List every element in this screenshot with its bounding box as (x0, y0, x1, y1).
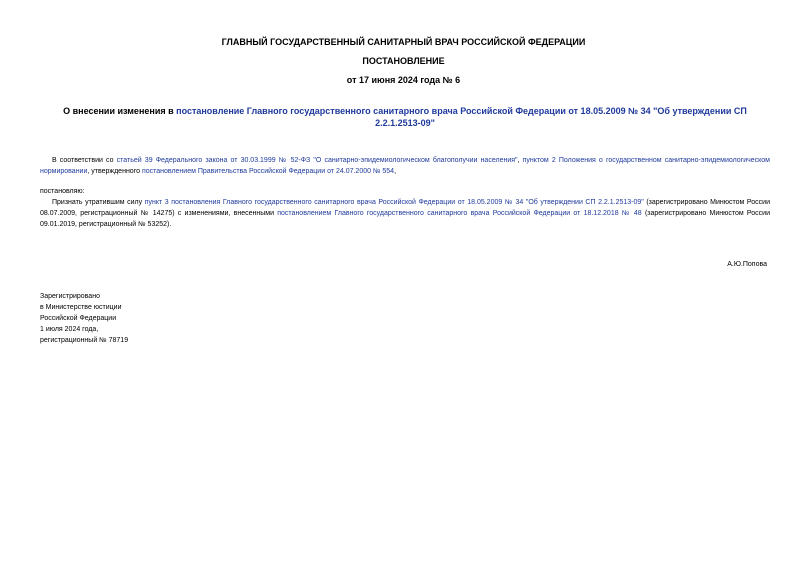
link-government-resolution-554[interactable]: постановлением Правительства Российской Федерации от 24.07.2000 № 554 (141, 168, 395, 175)
document-title (40, 105, 770, 129)
link-resolution-48[interactable]: постановлением Главного государственного санитарного врача Российской Федерации от 18.12.2018 № 48 (277, 210, 642, 217)
title-prefix: О внесении изменения в (63, 106, 177, 116)
preamble-text-3: , утвержденного (87, 168, 142, 175)
preamble-text-2: , (517, 157, 523, 164)
title-link-resolution-34[interactable]: постановление Главного государственного санитарного врача Российской Федерации от 18.05.2009 № 34 "Об утверждении СП 2.2.1.2513-09" (176, 106, 747, 128)
operative-text-2: (зарегистрировано Минюстом России 08.07.2009, регистрационный № 14275) с изменениями, внесенными (40, 199, 771, 217)
document-date-number: от 17 июня 2024 года № 6 (346, 75, 461, 85)
operative-paragraph (40, 197, 770, 230)
document-type: ПОСТАНОВЛЕНИЕ (362, 56, 445, 66)
registration-line: Зарегистрировано (40, 293, 100, 300)
preamble-text-4: , (394, 168, 397, 175)
registration-line: 1 июля 2024 года, (40, 326, 99, 333)
operative-text-1: Признать утратившим силу (52, 199, 145, 206)
link-federal-law-52[interactable]: статьей 39 Федерального закона от 30.03.1999 № 52-ФЗ "О санитарно-эпидемиологическом благополучии населения" (116, 157, 518, 164)
operative-text-3: (зарегистрировано Минюстом России 09.01.2019, регистрационный № 53252). (40, 210, 770, 228)
link-point-3-resolution-34[interactable]: пункт 3 постановления Главного государственного санитарного врача Российской Федерации от 18.05.2009 № 34 "Об утверждении СП 2.2.1.2513-09" (144, 199, 644, 206)
signature: А.Ю.Попова (727, 261, 767, 268)
link-regulation-point-2[interactable]: пунктом 2 Положения о государственном санитарно-эпидемиологическом нормировании (40, 157, 770, 175)
registration-line: в Министерстве юстиции (40, 304, 122, 311)
preamble-paragraph (40, 155, 770, 177)
decree-word: постановляю: (40, 188, 85, 195)
preamble-text-1: В соответствии со (52, 157, 117, 164)
registration-block (40, 291, 128, 346)
registration-line: регистрационный № 78719 (40, 337, 129, 344)
issuing-authority: ГЛАВНЫЙ ГОСУДАРСТВЕННЫЙ САНИТАРНЫЙ ВРАЧ РОССИЙСКОЙ ФЕДЕРАЦИИ (221, 37, 586, 47)
registration-line: Российской Федерации (40, 315, 117, 322)
